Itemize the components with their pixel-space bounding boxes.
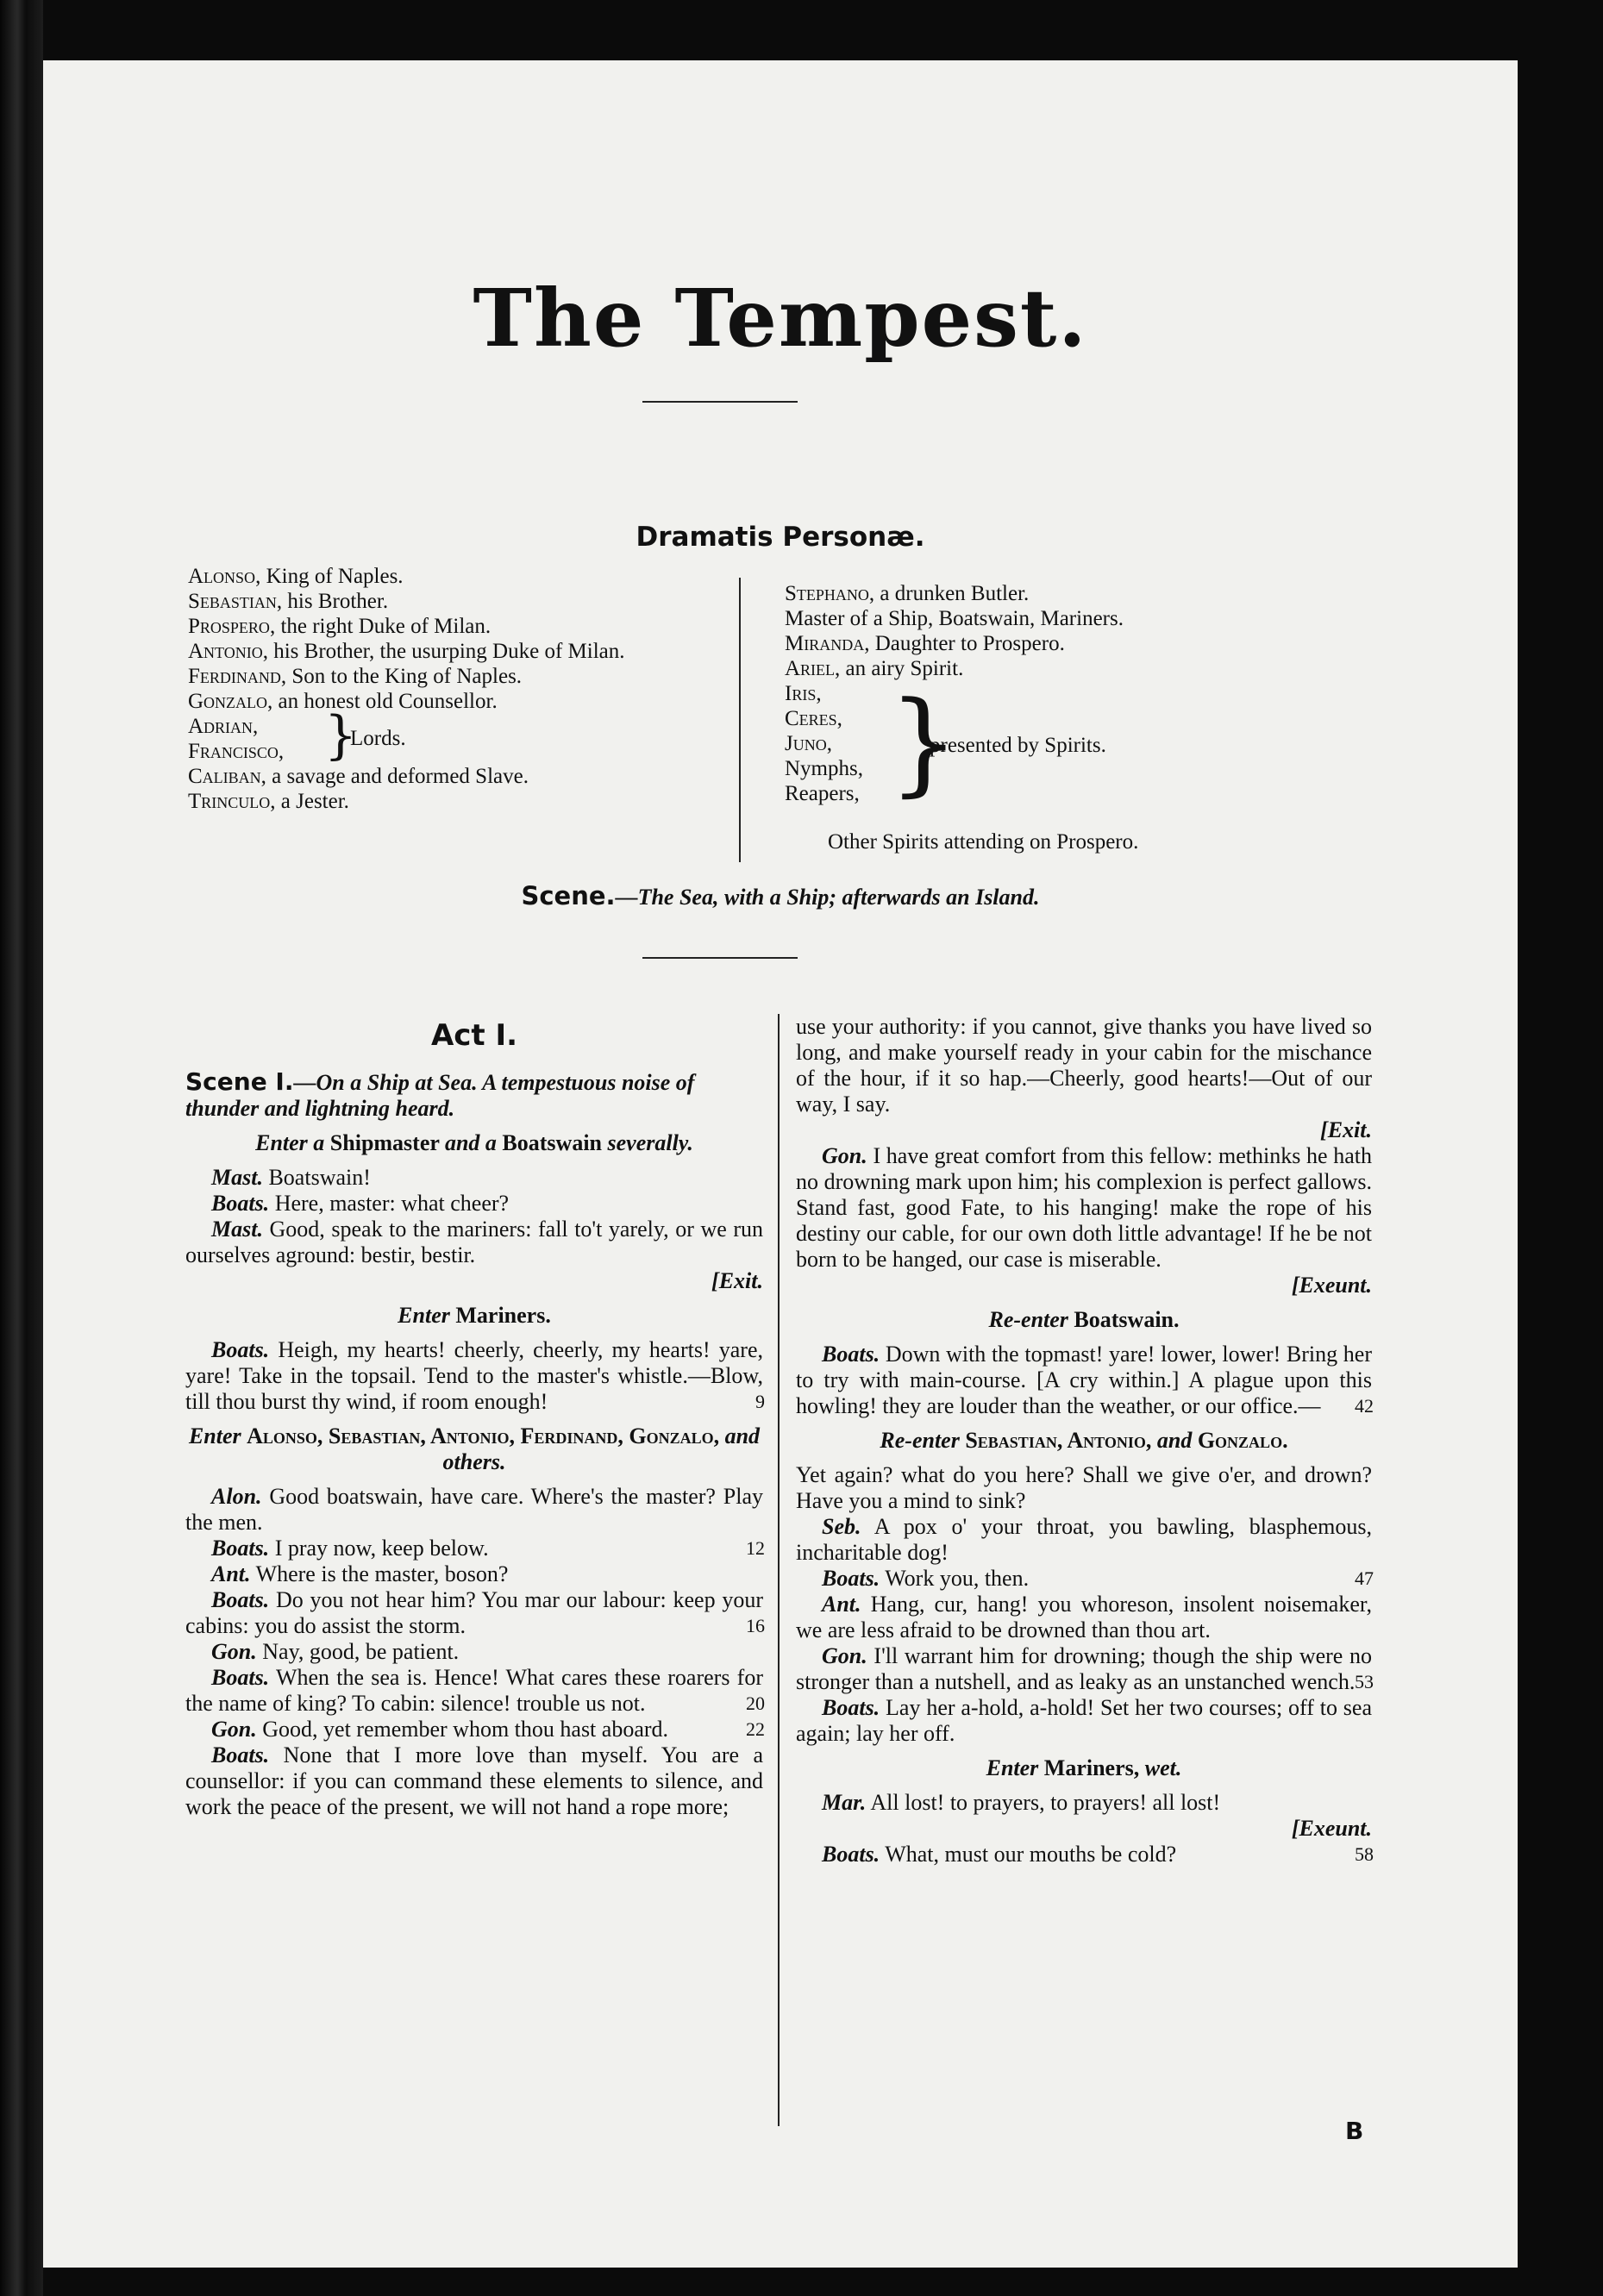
speech: [796, 1790, 1372, 1842]
speaker-name: Boats.: [211, 1536, 270, 1561]
speech: [185, 1742, 763, 1820]
speaker-name: Boats.: [822, 1342, 880, 1367]
speech-text: Yet again? what do you here? Shall we give o'er, and drown? Have you a mind to sink?: [796, 1462, 1372, 1513]
cast-entry: Ferdinand, Son to the King of Naples.: [188, 665, 523, 688]
speech: [185, 1165, 763, 1191]
speaker-name: Mar.: [822, 1790, 867, 1815]
speaker-name: Mast.: [211, 1217, 263, 1242]
speech-text: use your authority: if you cannot, give thanks you have lived so long, and make yourself ready in your cabin for the mischance of the hour, if it so hap.—Cheerly, good hearts!—Out of our way, I say.: [796, 1014, 1372, 1117]
speech-text: What, must our mouths be cold?: [885, 1842, 1177, 1867]
speaker-name: Ant.: [211, 1561, 251, 1586]
speaker-name: Boats.: [211, 1665, 270, 1690]
line-number: 53: [1355, 1671, 1374, 1692]
speaker-name: Alon.: [211, 1484, 262, 1509]
speech-text: Where is the master, boson?: [255, 1561, 509, 1586]
column-divider: [778, 1014, 780, 2126]
cast-list-left: [188, 564, 774, 814]
speech: [796, 1643, 1372, 1695]
line-number: 42: [1355, 1395, 1374, 1417]
cast-entry: Gonzalo, an honest old Counsellor.: [188, 690, 498, 713]
stage-direction: Re-enter Boatswain.: [988, 1307, 1180, 1332]
act-heading: Act I.: [430, 1018, 518, 1053]
section-divider: [642, 957, 798, 959]
cast-entry: Alonso, King of Naples.: [188, 565, 404, 588]
cast-entry: Sebastian, his Brother.: [188, 590, 389, 613]
exit-direction: [Exit.: [1320, 1117, 1372, 1142]
brace-icon: }: [888, 677, 960, 808]
text-column-left: [185, 1016, 763, 1820]
stage-direction: Enter a Shipmaster and a Boatswain severally.: [255, 1130, 693, 1155]
lords-label: Lords.: [350, 727, 406, 750]
speech-text: Nay, good, be patient.: [262, 1639, 460, 1664]
speaker-name: Gon.: [822, 1643, 867, 1668]
line-number: 16: [746, 1615, 765, 1636]
speech-text: When the sea is. Hence! What cares these roarers for the name of king? To cabin: silence! trouble us not.: [185, 1665, 763, 1716]
text-column-right: [796, 1014, 1372, 1867]
speech-text: I pray now, keep below.: [274, 1536, 489, 1561]
speech: [796, 1695, 1372, 1747]
speaker-name: Mast.: [211, 1165, 263, 1190]
speech-text: All lost! to prayers, to prayers! all lost!: [870, 1790, 1221, 1815]
speech-text: A pox o' your throat, you bawling, blasphemous, incharitable dog!: [796, 1514, 1372, 1565]
speaker-name: Gon.: [211, 1717, 257, 1742]
speaker-name: Boats.: [211, 1587, 270, 1612]
speaker-name: Boats.: [211, 1191, 270, 1216]
speech: [796, 1566, 1372, 1592]
line-number: 58: [1355, 1843, 1374, 1865]
speech-text: I'll warrant him for drowning; though the ship were no stronger than a nutshell, and as leaky as an unstanched wench.: [796, 1643, 1372, 1694]
speaker-name: Gon.: [822, 1143, 867, 1168]
speech-text: Heigh, my hearts! cheerly, cheerly, my hearts! yare, yare! Take in the topsail. Tend to the master's whistle.—Blow, till thou burst thy wind, if room enough!: [185, 1337, 763, 1414]
cast-entry: Master of a Ship, Boatswain, Mariners.: [785, 607, 1124, 630]
cast-entry: Caliban, a savage and deformed Slave.: [188, 765, 529, 788]
cast-list-right: [785, 581, 1354, 854]
cast-entry: Stephano, a drunken Butler.: [785, 582, 1030, 605]
speech: [185, 1587, 763, 1639]
line-number: 9: [755, 1391, 765, 1412]
speaker-name: Boats.: [822, 1695, 880, 1720]
cast-divider: [739, 578, 741, 862]
cast-entry: Miranda, Daughter to Prospero.: [785, 632, 1065, 655]
stage-direction: Enter Alonso, Sebastian, Antonio, Ferdinand, Gonzalo, and others.: [188, 1423, 761, 1474]
exit-direction: [Exeunt.: [1291, 1273, 1372, 1298]
speaker-name: Gon.: [211, 1639, 257, 1664]
speech: [796, 1592, 1372, 1643]
speaker-name: Boats.: [822, 1842, 880, 1867]
page-title: The Tempest.: [473, 272, 1088, 365]
speech: [185, 1665, 763, 1717]
other-spirits: Other Spirits attending on Prospero.: [828, 830, 1139, 854]
speech: [185, 1717, 763, 1742]
speech-text: Good, speak to the mariners: fall to't yarely, or we run ourselves aground: bestir, bestir.: [185, 1217, 763, 1267]
speech-text: Down with the topmast! yare! lower, lower! Bring her to try with main-course. [A cry within.] A plague upon this howling! they are louder than the weather, or our office.—: [796, 1342, 1373, 1418]
cast-entry: Ariel, an airy Spirit.: [785, 657, 964, 680]
book-spine: [0, 0, 43, 2296]
cast-entry: Antonio, his Brother, the usurping Duke of Milan.: [188, 640, 625, 663]
line-number: 12: [746, 1537, 765, 1559]
speech-text: Work you, then.: [885, 1566, 1030, 1591]
cast-entry: Trinculo, a Jester.: [188, 790, 349, 813]
speaker-name: Seb.: [822, 1514, 861, 1539]
speaker-name: Boats.: [822, 1566, 880, 1591]
speaker-name: Boats.: [211, 1337, 270, 1362]
stage-direction: Re-enter Sebastian, Antonio, and Gonzalo.: [880, 1428, 1288, 1453]
speech-text: Lay her a-hold, a-hold! Set her two courses; off to sea again; lay her off.: [796, 1695, 1373, 1746]
speech-text: Here, master: what cheer?: [274, 1191, 510, 1216]
speech: [796, 1462, 1372, 1514]
spirits-label: presented by Spirits.: [930, 734, 1106, 757]
speech: [185, 1536, 763, 1561]
speaker-name: Ant.: [822, 1592, 861, 1617]
speech: [796, 1842, 1372, 1867]
speech-text: Do you not hear him? You mar our labour: keep your cabins: you do assist the storm.: [185, 1587, 763, 1638]
speech-text: I have great comfort from this fellow: methinks he hath no drowning mark upon him; his complexion is perfect gallows. Stand fast, good Fate, to his hanging! make the rope of his destiny our cable, for our own doth little advantage! If he be not born to be hanged, our case is miserable.: [796, 1143, 1372, 1272]
cast-entry: Prospero, the right Duke of Milan.: [188, 615, 492, 638]
book-page: [43, 60, 1518, 2268]
lords-group: Adrian, Francisco, } Lords.: [188, 705, 406, 766]
speech: [185, 1337, 763, 1415]
brace-icon: }: [324, 705, 358, 766]
speech-text: Boatswain!: [268, 1165, 371, 1190]
speech-text: Good, yet remember whom thou hast aboard.: [262, 1717, 669, 1742]
speech: [185, 1561, 763, 1587]
scene-heading: Scene I.—On a Ship at Sea. A tempestuous noise of thunder and lightning heard.: [185, 1067, 695, 1121]
title-divider: [642, 401, 798, 403]
speech-text: Good boatswain, have care. Where's the master? Play the men.: [185, 1484, 764, 1535]
speech: [185, 1217, 763, 1294]
speech: [185, 1191, 763, 1217]
speech: [796, 1514, 1372, 1566]
exit-direction: [Exit.: [711, 1268, 763, 1293]
line-number: 20: [746, 1692, 765, 1714]
line-number: 47: [1355, 1567, 1374, 1589]
stage-direction: Enter Mariners, wet.: [986, 1755, 1182, 1780]
speech: [185, 1484, 763, 1536]
scene-setting: Scene.—The Sea, with a Ship; afterwards an Island.: [521, 881, 1040, 910]
dramatis-personae-heading: Dramatis Personæ.: [636, 522, 925, 553]
spirits-group: Iris, Ceres, Juno, Nymphs, Reapers, } presented by Spirits.: [785, 677, 1106, 808]
speech: [796, 1014, 1372, 1143]
speech: [185, 1639, 763, 1665]
speech-text: None that I more love than myself. You are a counsellor: if you can command these elements to silence, and work the peace of the present, we will not hand a rope more;: [185, 1742, 763, 1819]
speech: [796, 1143, 1372, 1298]
speech: [796, 1342, 1372, 1419]
signature-mark: B: [1345, 2117, 1364, 2145]
exit-direction: [Exeunt.: [1291, 1816, 1372, 1841]
speech-text: Hang, cur, hang! you whoreson, insolent noisemaker, we are less afraid to be drowned than thou art.: [796, 1592, 1373, 1642]
line-number: 22: [746, 1718, 765, 1740]
speaker-name: Boats.: [211, 1742, 270, 1767]
stage-direction: Enter Mariners.: [398, 1303, 551, 1328]
